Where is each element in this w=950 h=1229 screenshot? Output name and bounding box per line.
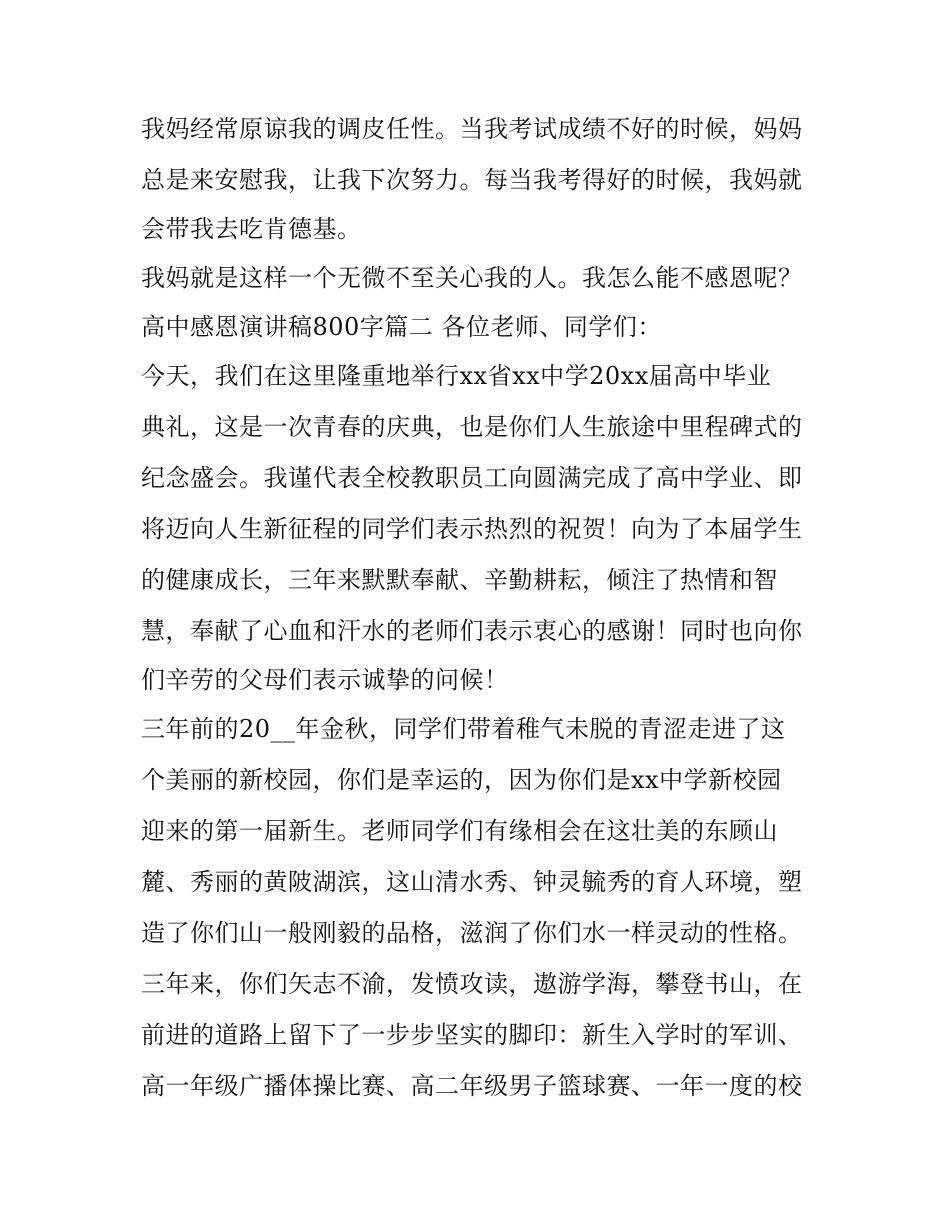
text-line: 迎来的第一届新生。老师同学们有缘相会在这壮美的东顾山 <box>141 817 778 845</box>
text-line: 麓、秀丽的黄陂湖滨，这山清水秀、钟灵毓秀的育人环境，塑 <box>141 868 803 896</box>
text-line: 前进的道路上留下了一步步坚实的脚印：新生入学时的军训、 <box>141 1021 803 1049</box>
text-line: 造了你们山一般刚毅的品格，滋润了你们水一样灵动的性格。 <box>141 919 803 947</box>
text-line: 今天，我们在这里隆重地举行xx省xx中学20xx届高中毕业 <box>141 362 772 390</box>
text-line: 高中感恩演讲稿800字篇二 各位老师、同学们： <box>141 313 662 341</box>
text-line: 典礼，这是一次青春的庆典，也是你们人生旅途中里程碑式的 <box>141 413 803 441</box>
text-line: 三年前的20__年金秋，同学们带着稚气未脱的青涩走进了这 <box>141 715 786 743</box>
text-line: 三年来，你们矢志不渝，发愤攻读，遨游学海，攀登书山，在 <box>141 970 803 998</box>
document-page <box>141 104 821 1112</box>
text-line: 高一年级广播体操比赛、高二年级男子篮球赛、一年一度的校 <box>141 1072 803 1100</box>
text-line: 我妈就是这样一个无微不至关心我的人。我怎么能不感恩呢？ <box>141 264 803 292</box>
text-line: 总是来安慰我，让我下次努力。每当我考得好的时候，我妈就 <box>141 166 803 194</box>
text-line: 纪念盛会。我谨代表全校教职员工向圆满完成了高中学业、即 <box>141 464 803 492</box>
text-line: 的健康成长，三年来默默奉献、辛勤耕耘，倾注了热情和智 <box>141 566 778 594</box>
text-line: 我妈经常原谅我的调皮任性。当我考试成绩不好的时候，妈妈 <box>141 115 803 143</box>
text-line: 个美丽的新校园，你们是幸运的，因为你们是xx中学新校园 <box>141 766 782 794</box>
text-line: 会带我去吃肯德基。 <box>141 215 362 243</box>
text-line: 慧，奉献了心血和汗水的老师们表示衷心的感谢！同时也向你 <box>141 617 803 645</box>
text-line: 们辛劳的父母们表示诚挚的问候！ <box>141 666 509 694</box>
text-line: 将迈向人生新征程的同学们表示热烈的祝贺！向为了本届学生 <box>141 515 803 543</box>
